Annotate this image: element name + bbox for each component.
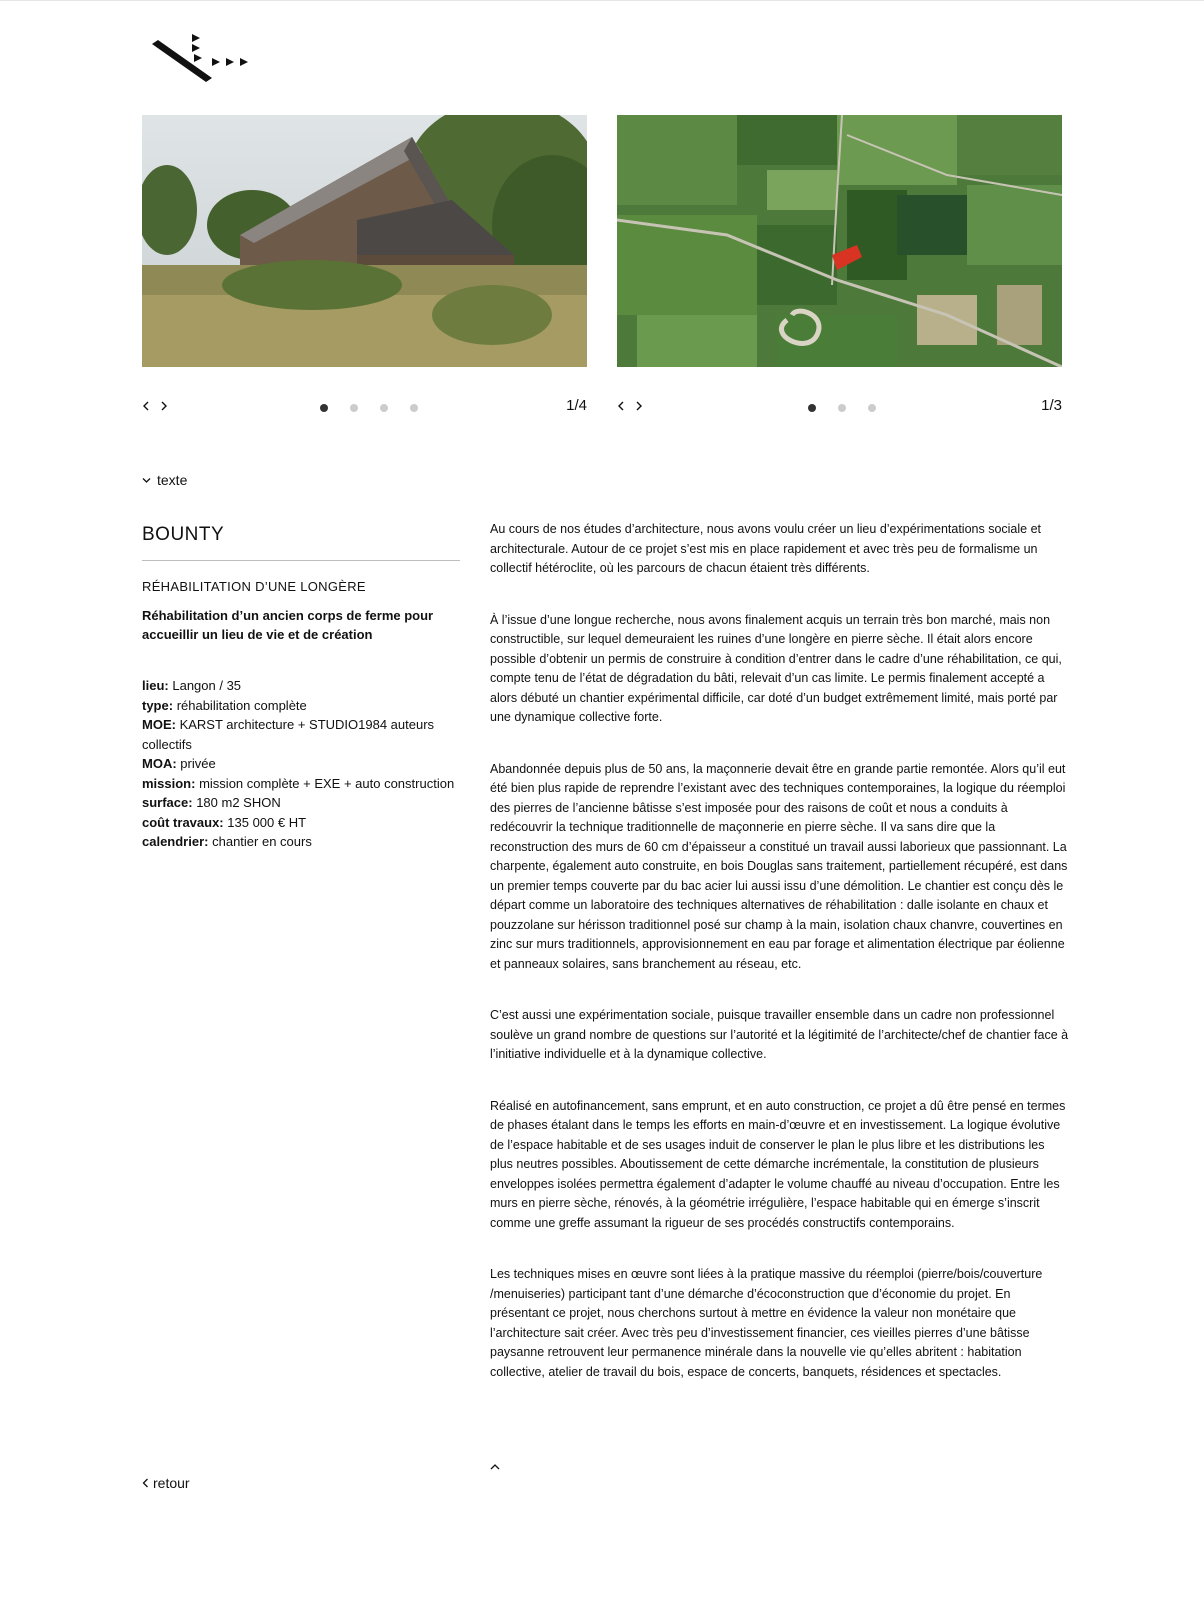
pagination-dot-2[interactable] xyxy=(838,404,846,412)
fact-value: mission complète + EXE + auto construction xyxy=(199,775,455,791)
fact-label: lieu: xyxy=(142,678,169,693)
gallery-controls xyxy=(617,397,1062,421)
studio-logo[interactable] xyxy=(152,34,266,90)
slide-counter: 1/3 xyxy=(1041,397,1062,414)
fact-value: KARST architecture + STUDIO1984 auteurs collectifs xyxy=(142,717,435,752)
pagination-dot-4[interactable] xyxy=(410,404,418,412)
fact-label: surface: xyxy=(142,795,193,810)
fact-label: type: xyxy=(142,697,174,713)
project-lead: Réhabilitation d’un ancien corps de ferme pour accueillir un lieu de vie et de création xyxy=(142,608,434,642)
project-summary xyxy=(142,520,460,852)
description-paragraph: Réalisé en autofinancement, sans emprunt, et en auto construction, ce projet a dû être pensé en termes de phases étalant dans le temps les efforts en main-d’œuvre et en investissement. La logique évolutive de l’espace habitable et de ses usages induit de conserver le plan le plus libre et les distributions les plus neutres possibles. Aboutissement de cette démarche incrémentale, la constitution de plusieurs enveloppes isolées permettra également d’adapter le volume chauffé au niveau d’occupation. Entre les murs en pierre sèche, rénovés, à la géométrie irrégulière, l’espace habitable qui en émerge s’inscrit comme une greffe assumant la rigueur de ses procédés constructifs contemporains. xyxy=(490,1098,1066,1230)
pagination-dot-1[interactable] xyxy=(320,404,328,412)
fact-row xyxy=(142,696,460,716)
fact-value: privée xyxy=(180,756,216,771)
fact-value: réhabilitation complète xyxy=(176,697,307,713)
project-facts xyxy=(142,676,460,852)
chevron-left-icon xyxy=(142,1478,149,1488)
project-description xyxy=(490,520,1070,1414)
fact-label: mission: xyxy=(142,775,196,791)
pagination-dot-1[interactable] xyxy=(808,404,816,412)
gallery-controls xyxy=(142,397,587,421)
description-paragraph: Abandonnée depuis plus de 50 ans, la maçonnerie devait être en grande partie remontée. Alors qu’il eut été bien plus rapide de reprendre l’existant avec des techniques contemporaines, la logique du réemploi des pierres de l’ancienne bâtisse s’est imposée pour des raisons de coût et nous a conduits à redécouvrir la technique traditionnelle de maçonnerie en pierre sèche. Il va sans dire que la reconstruction des murs de 60 cm d’épaisseur a constitué un travail aussi laborieux que passionnant. La charpente, également auto construite, en bois Douglas sans traitement, partiellement récupéré, est dans un premier temps couverte par du bac acier lui aussi issu d’une démolition. Le chantier est conçu dès le départ comme un laboratoire des techniques alternatives de réhabilitation : dalle isolante en chaux et pouzzolane sur hérisson traditionnel posé sur champ à la main, isolation chaux chanvre, couvertines en zinc sur murs traditionnels, approvisionnement en eau par forage et alimentation électrique par éolienne et panneaux solaires, sans branchement au réseau, etc. xyxy=(490,761,1068,971)
logo-mark xyxy=(152,34,266,90)
project-subtitle: RÉHABILITATION D’UNE LONGÈRE xyxy=(142,579,366,594)
fact-row xyxy=(142,754,460,774)
description-paragraph: Les techniques mises en œuvre sont liées à la pratique massive du réemploi (pierre/bois/couverture /menuiseries) participant tant d’une démarche d’écoconstruction que d’économie du projet. En présentant ce projet, nous cherchons surtout à mettre en évidence la valeur non monétaire que l’architecture sait créer. Avec très peu d’investissement financier, ces vieilles pierres d’une bâtisse paysanne retrouvent leur permanence minérale dans la nouvelle vie qu’elles abritent : habitation collective, atelier de travail du bois, espace de concerts, banquets, résidences et spectacles. xyxy=(490,1267,1043,1379)
fact-value: chantier en cours xyxy=(212,834,312,849)
fact-value: Langon / 35 xyxy=(172,678,242,693)
toggle-label: texte xyxy=(157,472,188,488)
pagination-dots xyxy=(808,404,876,412)
top-border xyxy=(0,0,1204,1)
pagination-dots xyxy=(320,404,418,412)
fact-row xyxy=(142,793,460,813)
text-toggle[interactable] xyxy=(142,472,187,488)
fact-label: MOE: xyxy=(142,717,176,732)
fact-row xyxy=(142,715,460,754)
fact-label: calendrier: xyxy=(142,834,209,849)
slide-counter: 1/4 xyxy=(566,397,587,414)
fact-value: 180 m2 SHON xyxy=(196,795,281,810)
pagination-dot-3[interactable] xyxy=(380,404,388,412)
project-title: BOUNTY xyxy=(142,524,225,545)
fact-label: MOA: xyxy=(142,756,177,771)
description-paragraph: À l’issue d’une longue recherche, nous avons finalement acquis un terrain très bon marché, mais non constructible, sur lequel demeuraient les ruines d’une longère en pierre sèche. Il était alors encore possible d’obtenir un permis de construire à condition d’entrer dans le cadre d’une réhabilitation, ce qui, compte tenu de l’état de dégradation du bâti, relevait d’un cas limite. Le permis finalement accepté a alors débuté un chantier expérimental difficile, car doté d’un budget extrêmement limité, mais porté par une dynamique collective forte. xyxy=(490,612,1062,724)
scroll-up-icon[interactable] xyxy=(490,1458,502,1470)
back-label: retour xyxy=(153,1475,190,1491)
chevron-down-icon xyxy=(142,477,151,484)
back-link[interactable] xyxy=(142,1475,190,1491)
description-paragraph: Au cours de nos études d’architecture, nous avons voulu créer un lieu d’expérimentations sociale et architecturale. Autour de ce projet s’est mis en place rapidement et avec très peu de formalisme un collectif hétéroclite, où les parcours de chacun étaient très différents. xyxy=(490,522,1042,575)
fact-row xyxy=(142,832,460,852)
next-arrow-icon[interactable] xyxy=(635,397,649,415)
gallery-photos xyxy=(142,115,587,421)
title-divider xyxy=(142,560,460,561)
fact-row xyxy=(142,774,460,794)
fact-row xyxy=(142,813,460,833)
fact-label: coût travaux: xyxy=(142,814,224,830)
description-paragraph: C’est aussi une expérimentation sociale, puisque travailler ensemble dans un cadre non professionnel soulève un grand nombre de questions sur l’autorité et la légitimité de l’architecte/chef de chantier face à l’initiative individuelle et à la dynamique collective. xyxy=(490,1008,1069,1061)
pagination-dot-3[interactable] xyxy=(868,404,876,412)
gallery-plans xyxy=(617,115,1062,421)
pagination-dot-2[interactable] xyxy=(350,404,358,412)
barn-photo xyxy=(142,115,587,367)
next-arrow-icon[interactable] xyxy=(160,397,174,415)
fact-row xyxy=(142,676,460,696)
aerial-map-photo xyxy=(617,115,1062,367)
prev-arrow-icon[interactable] xyxy=(142,397,156,415)
fact-value: 135 000 € HT xyxy=(227,814,307,830)
prev-arrow-icon[interactable] xyxy=(617,397,631,415)
